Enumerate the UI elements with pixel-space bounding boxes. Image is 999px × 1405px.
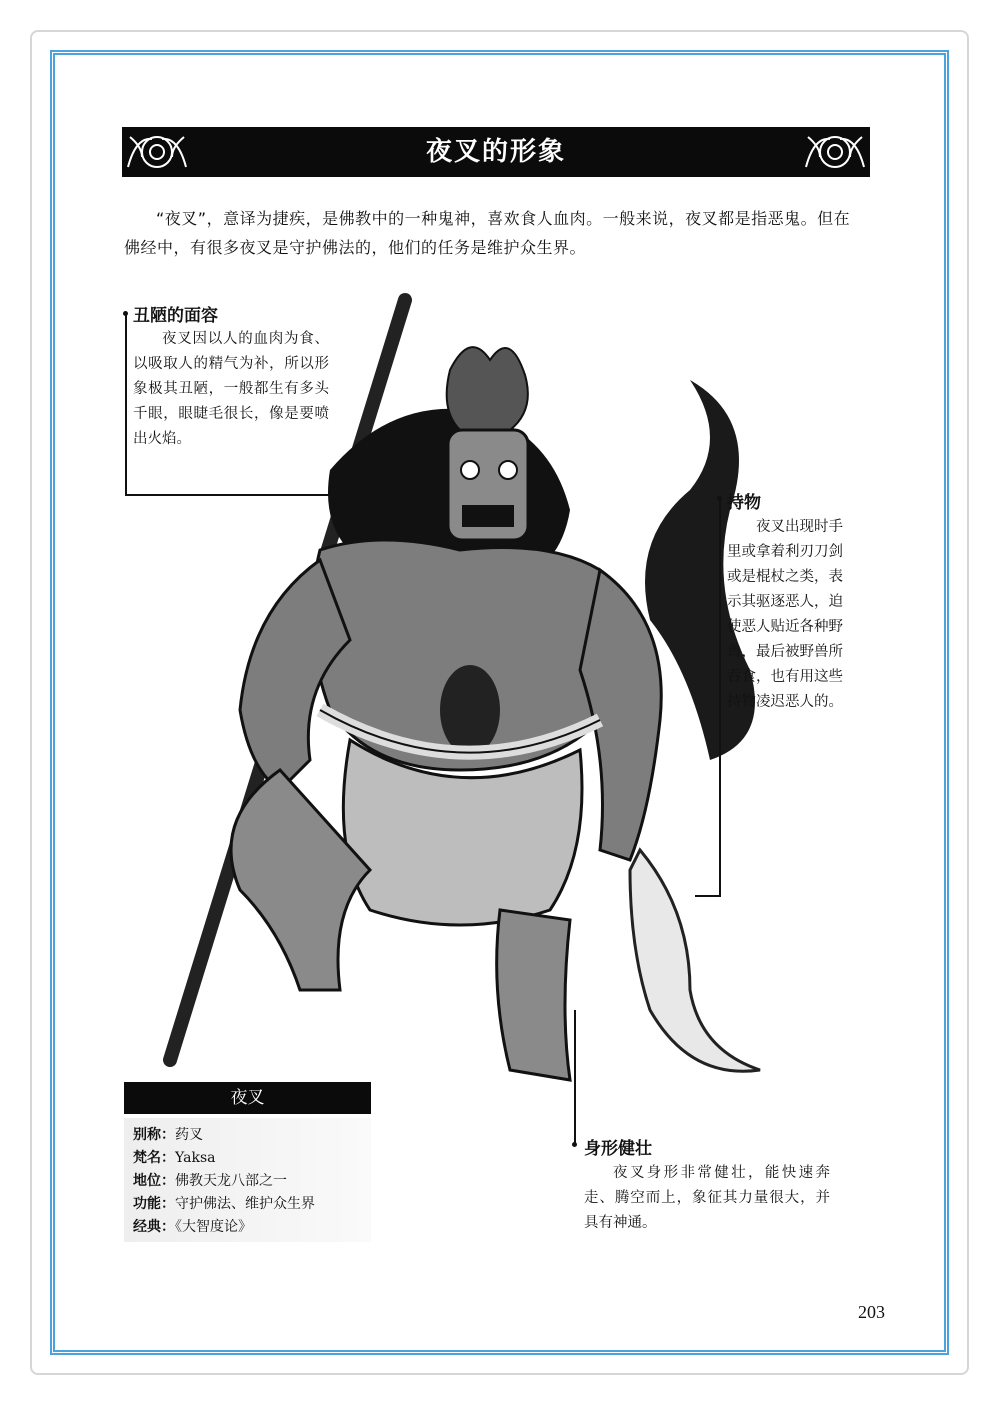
info-row-alias: 别称：药叉 [133,1127,203,1143]
intro-paragraph: “夜叉”，意译为捷疾，是佛教中的一种鬼神，喜欢食人血肉。一般来说，夜叉都是指恶鬼。但在佛经中，有很多夜叉是守护佛法的，他们的任务是维护众生界。 [124,209,851,257]
page-number: 203 [858,1302,885,1322]
annotation-text-face: 夜叉因以人的血肉为食、以吸取人的精气为补，所以形象极其丑陋，一般都生有多头千眼，眼睫毛很长，像是要喷出火焰。 [133,331,329,447]
leader-line-face-h [125,494,335,496]
annotation-title-body: 身形健壮 [584,1139,652,1159]
annotation-title-weapon: 持物 [727,493,761,513]
info-row-function: 功能：守护佛法、维护众生界 [133,1196,315,1212]
info-row-sanskrit: 梵名：Yaksa [133,1150,216,1166]
annotation-text-weapon: 夜叉出现时手里或拿着利刃刀剑或是棍杖之类，表示其驱逐恶人，迫使恶人贴近各种野兽，最后被野兽所吞食，也有用这些持物凌迟恶人的。 [727,519,843,710]
annotation-text-body: 夜叉身形非常健壮，能快速奔走、腾空而上，象征其力量很大，并具有神通。 [584,1165,830,1231]
info-row-status: 地位：佛教天龙八部之一 [133,1173,287,1189]
infobox [124,1118,371,1242]
leader-line-body [574,1010,576,1144]
annotation-title-face: 丑陋的面容 [133,306,218,326]
leader-dot-body [572,1142,577,1147]
leader-line-face [125,313,127,495]
title-banner [122,127,870,177]
cloud-ornament-right [800,127,870,177]
info-row-scripture: 经典：《大智度论》 [133,1219,252,1235]
page-title: 夜叉的形象 [425,137,566,167]
leader-line-weapon-h [695,895,721,897]
infobox-heading: 夜叉 [124,1082,371,1114]
leader-line-weapon [719,498,721,896]
